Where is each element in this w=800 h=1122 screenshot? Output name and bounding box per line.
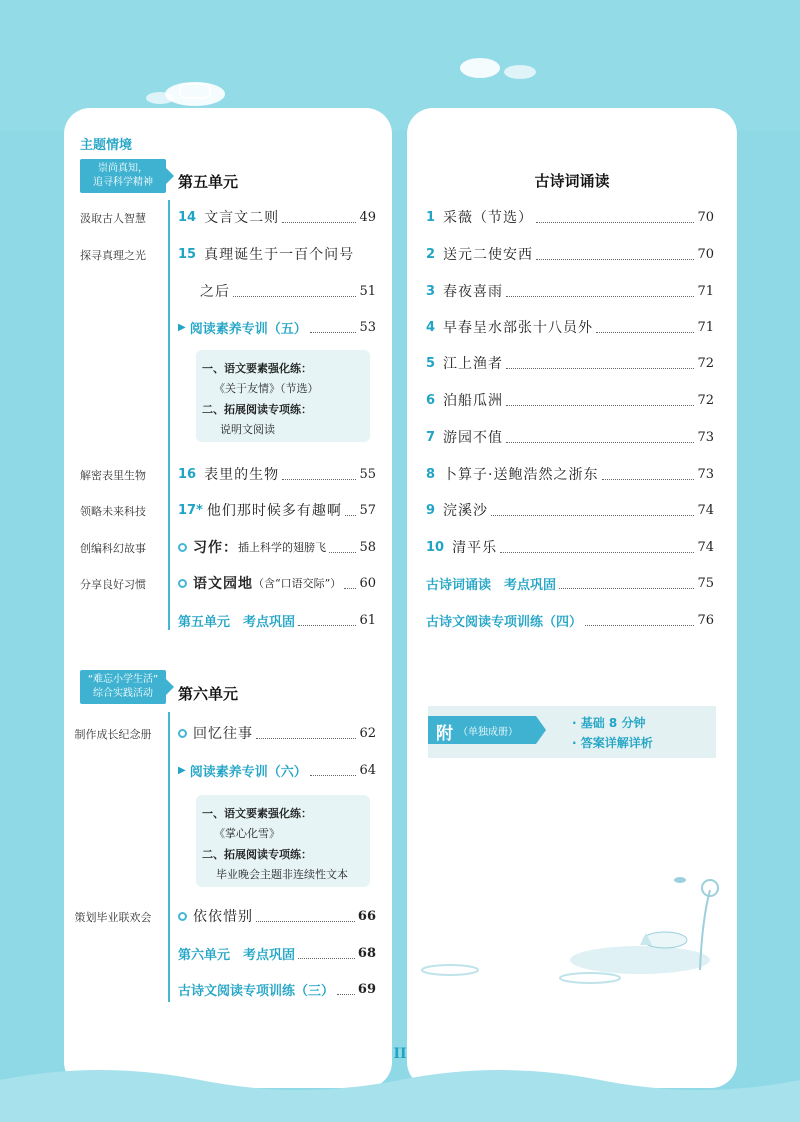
page-number: 61 <box>359 612 376 628</box>
dot-leader <box>536 212 694 223</box>
box-line: 《关于友情》（节选） <box>214 382 319 395</box>
unit5-divider-line <box>168 200 170 630</box>
dot-leader <box>506 358 694 369</box>
lesson-title: 第六单元 考点巩固 <box>178 947 296 963</box>
poem-number: 5 <box>426 355 436 371</box>
page-number: 74 <box>697 539 714 555</box>
page-number: 64 <box>359 762 376 778</box>
page-number: 70 <box>697 246 714 262</box>
poem-title: 泊船瓜洲 <box>443 393 504 409</box>
unit5-title: 第五单元 <box>178 173 239 191</box>
toc-row[interactable] <box>426 353 714 373</box>
lesson-title: 他们那时候多有趣啊 <box>206 503 342 519</box>
toc-row[interactable] <box>426 317 714 337</box>
circle-marker-icon <box>178 543 187 552</box>
lesson-title: 阅读素养专训（六） <box>189 764 307 780</box>
lotus-pond-illustration <box>410 860 730 990</box>
poem-title: 清平乐 <box>452 540 498 556</box>
dot-leader <box>256 728 356 739</box>
poem-number: 6 <box>426 392 436 408</box>
page-number: 69 <box>357 981 376 997</box>
box-line: 一、语文要素强化练： <box>202 362 312 375</box>
box-line: 二、拓展阅读专项练： <box>202 403 312 416</box>
dot-leader <box>282 212 356 223</box>
unit5-badge-line1: 崇尚真知， <box>98 163 148 174</box>
row-theme: 领略未来科技 <box>80 505 146 518</box>
appendix-badge <box>428 716 536 744</box>
dot-leader <box>536 249 694 260</box>
lesson-number: 16 <box>178 466 197 482</box>
page-number: 53 <box>359 319 376 335</box>
lesson-subtitle: （含“口语交际”） <box>253 577 342 590</box>
appendix-item: · 答案详解详析 <box>572 736 653 750</box>
poem-number: 9 <box>426 502 436 518</box>
page-number: 55 <box>359 466 376 482</box>
page-number: 73 <box>697 466 714 482</box>
dot-leader <box>491 505 694 516</box>
page-number: 57 <box>359 502 376 518</box>
circle-marker-icon <box>178 579 187 588</box>
appendix-note: （单独成册） <box>458 727 518 738</box>
toc-row[interactable] <box>178 537 376 557</box>
lesson-title: 第五单元 考点巩固 <box>178 614 296 630</box>
unit5-badge-line2: 追寻科学精神 <box>93 177 153 188</box>
lesson-title: 表里的生物 <box>204 467 280 483</box>
lesson-number: 14 <box>178 209 197 225</box>
toc-row[interactable] <box>426 573 714 593</box>
toc-row[interactable] <box>200 281 376 301</box>
poem-number: 4 <box>426 319 436 335</box>
poem-title: 早春呈水部张十八员外 <box>443 320 594 336</box>
appendix-label: 附 <box>436 724 453 744</box>
lesson-title: 回忆往事 <box>193 726 253 742</box>
poem-number: 1 <box>426 209 436 225</box>
page-number: 72 <box>697 355 714 371</box>
page-number: 71 <box>697 319 714 335</box>
circle-marker-icon <box>178 729 187 738</box>
row-theme: 解密表里生物 <box>80 469 146 482</box>
page-number: 71 <box>697 283 714 299</box>
poem-title: 浣溪沙 <box>443 503 489 519</box>
lesson-title: 习作： <box>193 540 238 556</box>
dot-leader <box>329 542 356 553</box>
toc-row[interactable] <box>178 906 376 926</box>
dot-leader <box>585 615 694 626</box>
box-line: 说明文阅读 <box>220 423 275 436</box>
toc-row[interactable] <box>426 207 714 227</box>
page-number: 74 <box>697 502 714 518</box>
toc-row[interactable] <box>178 573 376 593</box>
toc-row[interactable] <box>178 464 376 484</box>
unit6-divider-line <box>168 712 170 1002</box>
poem-number: 2 <box>426 246 436 262</box>
unit6-practice-box <box>196 795 370 887</box>
toc-row[interactable] <box>426 390 714 410</box>
toc-row[interactable] <box>426 244 714 264</box>
theme-section-label: 主题情境 <box>80 138 133 153</box>
poem-title: 送元二使安西 <box>443 247 534 263</box>
toc-row[interactable] <box>178 723 376 743</box>
toc-row[interactable] <box>178 760 376 780</box>
toc-row[interactable] <box>178 500 376 520</box>
lesson-title: 之后 <box>200 284 230 300</box>
dot-leader <box>596 322 694 333</box>
row-theme: 策划毕业联欢会 <box>74 911 152 924</box>
row-theme: 制作成长纪念册 <box>74 728 152 741</box>
lesson-title: 古诗文阅读专项训练（三） <box>178 983 335 999</box>
appendix-box <box>428 706 716 758</box>
toc-row[interactable] <box>426 281 714 301</box>
cloud-decoration <box>440 50 550 90</box>
poem-title: 卜算子·送鲍浩然之浙东 <box>443 467 599 483</box>
page-number: 72 <box>697 392 714 408</box>
page-number-footer: II <box>393 1046 407 1062</box>
row-theme: 分享良好习惯 <box>80 578 146 591</box>
unit5-practice-box <box>196 350 370 442</box>
page-number: 58 <box>359 539 376 555</box>
toc-row[interactable] <box>426 464 714 484</box>
dot-leader <box>298 615 356 626</box>
poem-number: 8 <box>426 466 436 482</box>
toc-row[interactable] <box>426 427 714 447</box>
unit6-badge-line2: 综合实践活动 <box>93 688 153 699</box>
dot-leader <box>310 322 357 333</box>
dot-leader <box>298 948 355 959</box>
lesson-title: 阅读素养专训（五） <box>189 321 307 337</box>
dot-leader <box>344 578 356 589</box>
page-number: 62 <box>359 725 376 741</box>
dot-leader <box>337 984 355 995</box>
lesson-title: 语文园地 <box>193 576 253 592</box>
page-number: 66 <box>357 908 376 924</box>
dot-leader <box>602 469 695 480</box>
dot-leader <box>506 286 694 297</box>
car-cloud-decoration <box>140 70 250 110</box>
page-number: 51 <box>359 283 376 299</box>
box-line: 一、语文要素强化练： <box>202 807 312 820</box>
dot-leader <box>559 578 694 589</box>
page-number: 70 <box>697 209 714 225</box>
page-number: 75 <box>697 575 714 591</box>
dot-leader <box>506 432 694 443</box>
dot-leader <box>310 765 357 776</box>
page-number: 49 <box>359 209 376 225</box>
poem-title: 春夜喜雨 <box>443 284 504 300</box>
row-theme: 汲取古人智慧 <box>80 212 146 225</box>
toc-row[interactable] <box>178 207 376 227</box>
circle-marker-icon <box>178 912 187 921</box>
page-number: 68 <box>357 945 376 961</box>
toc-row[interactable] <box>178 979 376 999</box>
poem-number: 3 <box>426 283 436 299</box>
poem-title: 采薇（节选） <box>443 210 534 226</box>
dot-leader <box>282 469 356 480</box>
box-line: 《掌心化雪》 <box>214 827 280 840</box>
dot-leader <box>256 911 355 922</box>
page-number: 60 <box>359 575 376 591</box>
toc-row[interactable] <box>426 537 714 557</box>
poem-number: 10 <box>426 539 445 555</box>
page-number: 73 <box>697 429 714 445</box>
dot-leader <box>500 542 694 553</box>
dot-leader <box>233 286 356 297</box>
page-number: 76 <box>697 612 714 628</box>
poetry-section-title: 古诗词诵读 <box>534 172 610 190</box>
toc-row[interactable] <box>178 610 376 630</box>
row-theme: 探寻真理之光 <box>80 249 146 262</box>
lesson-title: 真理诞生于一百个问号 <box>204 247 355 263</box>
unit6-title: 第六单元 <box>178 685 239 703</box>
dot-leader <box>506 395 694 406</box>
toc-row[interactable] <box>178 943 376 963</box>
triangle-arrow-icon: ▶ <box>178 321 186 333</box>
lesson-title: 文言文二则 <box>204 210 280 226</box>
poem-number: 7 <box>426 429 436 445</box>
toc-row[interactable] <box>178 244 376 264</box>
toc-row[interactable] <box>178 317 376 337</box>
unit6-badge-line1: “难忘小学生活” <box>87 674 159 685</box>
lesson-subtitle: 插上科学的翅膀飞 <box>238 541 326 554</box>
appendix-item: · 基础 8 分钟 <box>572 716 646 730</box>
poem-title: 江上渔者 <box>443 356 504 372</box>
toc-row[interactable] <box>426 610 714 630</box>
box-line: 毕业晚会主题非连续性文本 <box>216 868 348 881</box>
row-theme: 创编科幻故事 <box>80 542 146 555</box>
lesson-number: 15 <box>178 246 197 262</box>
section-title: 古诗文阅读专项训练（四） <box>426 614 583 630</box>
box-line: 二、拓展阅读专项练： <box>202 848 312 861</box>
toc-row[interactable] <box>426 500 714 520</box>
unit6-theme-badge <box>80 670 166 704</box>
triangle-arrow-icon: ▶ <box>178 764 186 776</box>
unit5-theme-badge <box>80 159 166 193</box>
dot-leader <box>345 505 357 516</box>
lesson-number: 17* <box>178 502 203 518</box>
lesson-title: 依依惜别 <box>193 909 253 925</box>
section-title: 古诗词诵读 考点巩固 <box>426 577 557 593</box>
poem-title: 游园不值 <box>443 430 504 446</box>
